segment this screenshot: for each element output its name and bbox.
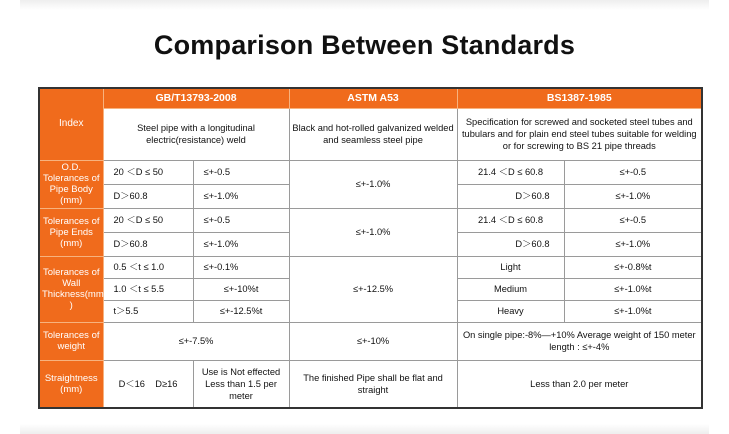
row-label-ends: Tolerances of Pipe Ends (mm) xyxy=(39,208,103,256)
cell-bs-range: D＞60.8 xyxy=(457,184,564,208)
row-label-weight: Tolerances of weight xyxy=(39,322,103,360)
cell-bs-range: 21.4 ＜D ≤ 60.8 xyxy=(457,208,564,232)
cell-bs-tol: ≤+-0.5 xyxy=(564,160,702,184)
top-shadow-band xyxy=(20,0,709,10)
table-row xyxy=(39,360,702,408)
header-index: Index xyxy=(39,88,103,160)
cell-gb-range: 20 ＜D ≤ 50 xyxy=(103,160,193,184)
cell-bs-tol: ≤+-0.5 xyxy=(564,208,702,232)
header-gb: GB/T13793-2008 xyxy=(103,88,289,108)
cell-gb-range: 20 ＜D ≤ 50 xyxy=(103,208,193,232)
cell-bs-range: 21.4 ＜D ≤ 60.8 xyxy=(457,160,564,184)
cell-bs-weight: On single pipe:-8%—+10% Average weight of 150 meter length : ≤+-4% xyxy=(457,322,702,360)
description-astm: Black and hot-rolled galvanized welded and seamless steel pipe xyxy=(289,108,457,160)
cell-gb-range: 0.5 ＜t ≤ 1.0 xyxy=(103,256,193,278)
cell-gb-range: D＞60.8 xyxy=(103,184,193,208)
cell-bs-tol: ≤+-1.0% xyxy=(564,232,702,256)
cell-gb-range: 1.0 ＜t ≤ 5.5 xyxy=(103,278,193,300)
table-row xyxy=(39,208,702,232)
description-gb: Steel pipe with a longitudinal electric(resistance) weld xyxy=(103,108,289,160)
cell-gb-tol: ≤+-0.5 xyxy=(193,160,289,184)
cell-bs-range: Heavy xyxy=(457,300,564,322)
table-row xyxy=(39,160,702,184)
row-label-od: O.D. Tolerances of Pipe Body (mm) xyxy=(39,160,103,208)
cell-gb-straight-tol: Use is Not effected Less than 1.5 per meter xyxy=(193,360,289,408)
header-astm: ASTM A53 xyxy=(289,88,457,108)
table-row xyxy=(39,256,702,278)
description-bs: Specification for screwed and socketed steel tubes and tubulars and for plain end steel tubes suitable for welding or for screwing to BS 21 pipe threads xyxy=(457,108,702,160)
cell-bs-range: Light xyxy=(457,256,564,278)
row-label-wall: Tolerances of Wall Thickness(mm ) xyxy=(39,256,103,322)
cell-gb-tol: ≤+-12.5%t xyxy=(193,300,289,322)
cell-gb-range: t＞5.5 xyxy=(103,300,193,322)
cell-astm-straight: The finished Pipe shall be flat and straight xyxy=(289,360,457,408)
page-title: Comparison Between Standards xyxy=(153,30,576,60)
description-row xyxy=(39,108,702,160)
cell-gb-tol: ≤+-1.0% xyxy=(193,184,289,208)
cell-bs-tol: ≤+-1.0%t xyxy=(564,300,702,322)
comparison-table xyxy=(38,87,703,409)
table-header-row xyxy=(39,88,702,108)
cell-gb-weight: ≤+-7.5% xyxy=(103,322,289,360)
cell-gb-tol: ≤+-10%t xyxy=(193,278,289,300)
row-label-straightness: Straightness (mm) xyxy=(39,360,103,408)
cell-bs-tol: ≤+-0.8%t xyxy=(564,256,702,278)
cell-gb-tol: ≤+-0.1% xyxy=(193,256,289,278)
cell-astm-wall: ≤+-12.5% xyxy=(289,256,457,322)
cell-astm-weight: ≤+-10% xyxy=(289,322,457,360)
cell-bs-tol: ≤+-1.0% xyxy=(564,184,702,208)
bottom-shadow-band xyxy=(20,424,709,434)
cell-gb-tol: ≤+-0.5 xyxy=(193,208,289,232)
cell-astm-od: ≤+-1.0% xyxy=(289,160,457,208)
cell-gb-tol: ≤+-1.0% xyxy=(193,232,289,256)
cell-astm-ends: ≤+-1.0% xyxy=(289,208,457,256)
cell-gb-range: D＞60.8 xyxy=(103,232,193,256)
header-bs: BS1387-1985 xyxy=(457,88,702,108)
cell-bs-range: D＞60.8 xyxy=(457,232,564,256)
cell-gb-straight-range: D＜16 D≥16 xyxy=(103,360,193,408)
cell-bs-tol: ≤+-1.0%t xyxy=(564,278,702,300)
cell-bs-range: Medium xyxy=(457,278,564,300)
cell-bs-straight: Less than 2.0 per meter xyxy=(457,360,702,408)
table-row xyxy=(39,322,702,360)
